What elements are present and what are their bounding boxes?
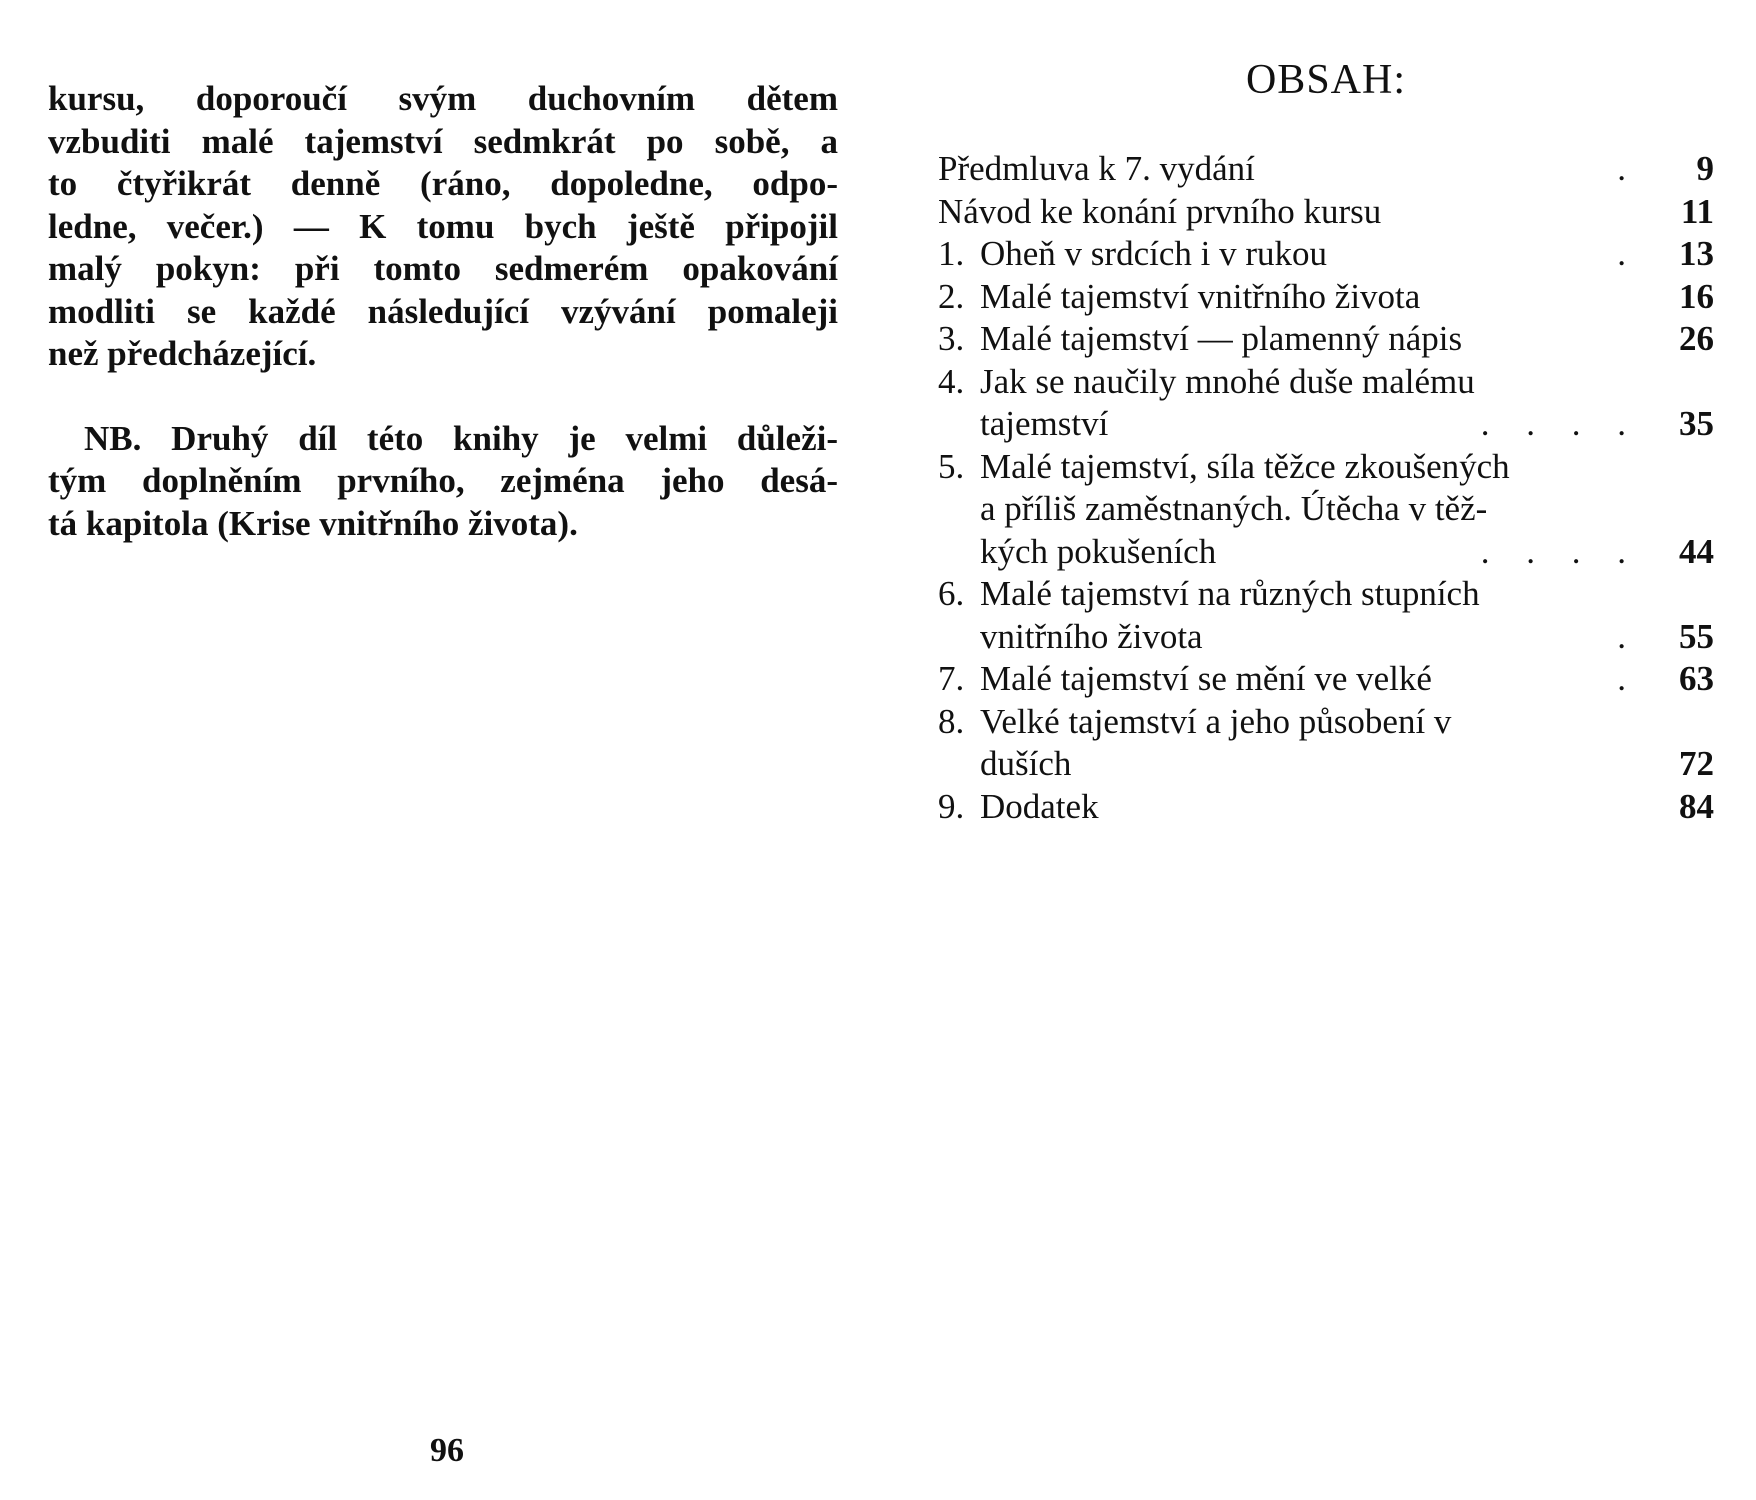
table-of-contents — [938, 148, 1714, 828]
toc-entry — [938, 276, 1714, 319]
paragraph-line: ledne, večer.) — K tomu bych ještě připojil — [48, 206, 838, 246]
toc-entry — [938, 786, 1714, 829]
toc-page-number: 72 — [1679, 744, 1714, 783]
toc-title: OBSAH: — [1245, 57, 1407, 103]
toc-entry-title: a příliš zaměstnaných. Útěcha v těž- — [980, 489, 1488, 528]
toc-entry-number: 1. — [938, 234, 965, 273]
toc-entry-title: Předmluva k 7. vydání — [938, 149, 1255, 188]
paragraph-line: NB. Druhý díl této knihy je velmi důleži- — [84, 418, 838, 458]
toc-entry-title: Malé tajemství vnitřního života — [980, 276, 1421, 316]
toc-entry-title: duších — [980, 744, 1072, 783]
toc-leader-dots: . — [1617, 149, 1640, 188]
paragraph-line: tým doplněním prvního, zejména jeho desá- — [48, 461, 838, 500]
toc-leader-dots: . . . . — [1480, 404, 1640, 443]
toc-page-number: 55 — [1679, 616, 1714, 656]
toc-entry — [938, 361, 1714, 446]
toc-entry-title: Návod ke konání prvního kursu — [938, 191, 1382, 231]
paragraph-2-note — [48, 418, 838, 546]
toc-leader-dots: . — [1617, 234, 1640, 273]
toc-page-number: 16 — [1679, 276, 1714, 316]
paragraph-line: než předcházející. — [48, 334, 317, 373]
toc-page-number: 84 — [1679, 786, 1714, 826]
paragraph-line: tá kapitola (Krise vnitřního života). — [48, 503, 578, 543]
paragraph-line: vzbuditi malé tajemství sedmkrát po sobě, a — [48, 121, 838, 161]
toc-entry — [938, 701, 1714, 786]
toc-entry-number: 5. — [938, 446, 965, 486]
toc-entry-title: Velké tajemství a jeho působení v — [980, 701, 1452, 741]
toc-entry — [938, 233, 1714, 276]
toc-page-number: 26 — [1679, 319, 1714, 358]
paragraph-line: to čtyřikrát denně (ráno, dopoledne, odpo- — [48, 164, 838, 203]
left-page — [48, 78, 838, 545]
toc-entry-title: Jak se naučily mnohé duše malému — [980, 361, 1475, 401]
toc-entry-number: 4. — [938, 361, 965, 401]
toc-entry-number: 3. — [938, 319, 965, 358]
toc-entry-number: 9. — [938, 786, 965, 826]
toc-entry-title: vnitřního života — [980, 616, 1203, 656]
toc-leader-dots: . — [1617, 659, 1640, 698]
toc-page-number: 44 — [1679, 531, 1714, 571]
toc-entry-title: Malé tajemství na různých stupních — [980, 574, 1480, 613]
toc-entry — [938, 658, 1714, 701]
toc-entry-title: Oheň v srdcích i v rukou — [980, 234, 1328, 273]
toc-entry — [938, 191, 1714, 234]
toc-entry — [938, 573, 1714, 658]
paragraph-1 — [48, 78, 838, 376]
toc-page-number: 63 — [1679, 659, 1714, 698]
toc-entry-number: 8. — [938, 701, 965, 741]
toc-entry-title: Malé tajemství, síla těžce zkoušených — [980, 446, 1510, 486]
toc-leader-dots: . . . . — [1480, 531, 1640, 571]
paragraph-line: malý pokyn: při tomto sedmerém opakování — [48, 249, 838, 288]
toc-entry-title: Dodatek — [980, 786, 1099, 826]
toc-leader-dots: . — [1617, 616, 1640, 656]
toc-page-number: 13 — [1679, 234, 1714, 273]
toc-entry — [938, 318, 1714, 361]
paragraph-line: kursu, doporoučí svým duchovním dětem — [48, 79, 838, 118]
toc-entry-title: kých pokušeních — [980, 531, 1217, 571]
toc-entry-title: tajemství — [980, 404, 1109, 443]
page-number: 96 — [430, 1432, 464, 1469]
toc-entry — [938, 148, 1714, 191]
toc-page-number: 35 — [1679, 404, 1714, 443]
toc-entry — [938, 446, 1714, 574]
toc-entry-number: 6. — [938, 574, 965, 613]
toc-entry-title: Malé tajemství se mění ve velké — [980, 659, 1432, 698]
toc-page-number: 9 — [1696, 149, 1714, 188]
right-page — [938, 56, 1714, 828]
paragraph-line: modliti se každé následující vzývání pomaleji — [48, 291, 838, 331]
toc-entry-title: Malé tajemství — plamenný nápis — [980, 319, 1463, 358]
toc-entry-number: 2. — [938, 276, 965, 316]
toc-entry-number: 7. — [938, 659, 965, 698]
toc-page-number: 11 — [1680, 191, 1714, 231]
